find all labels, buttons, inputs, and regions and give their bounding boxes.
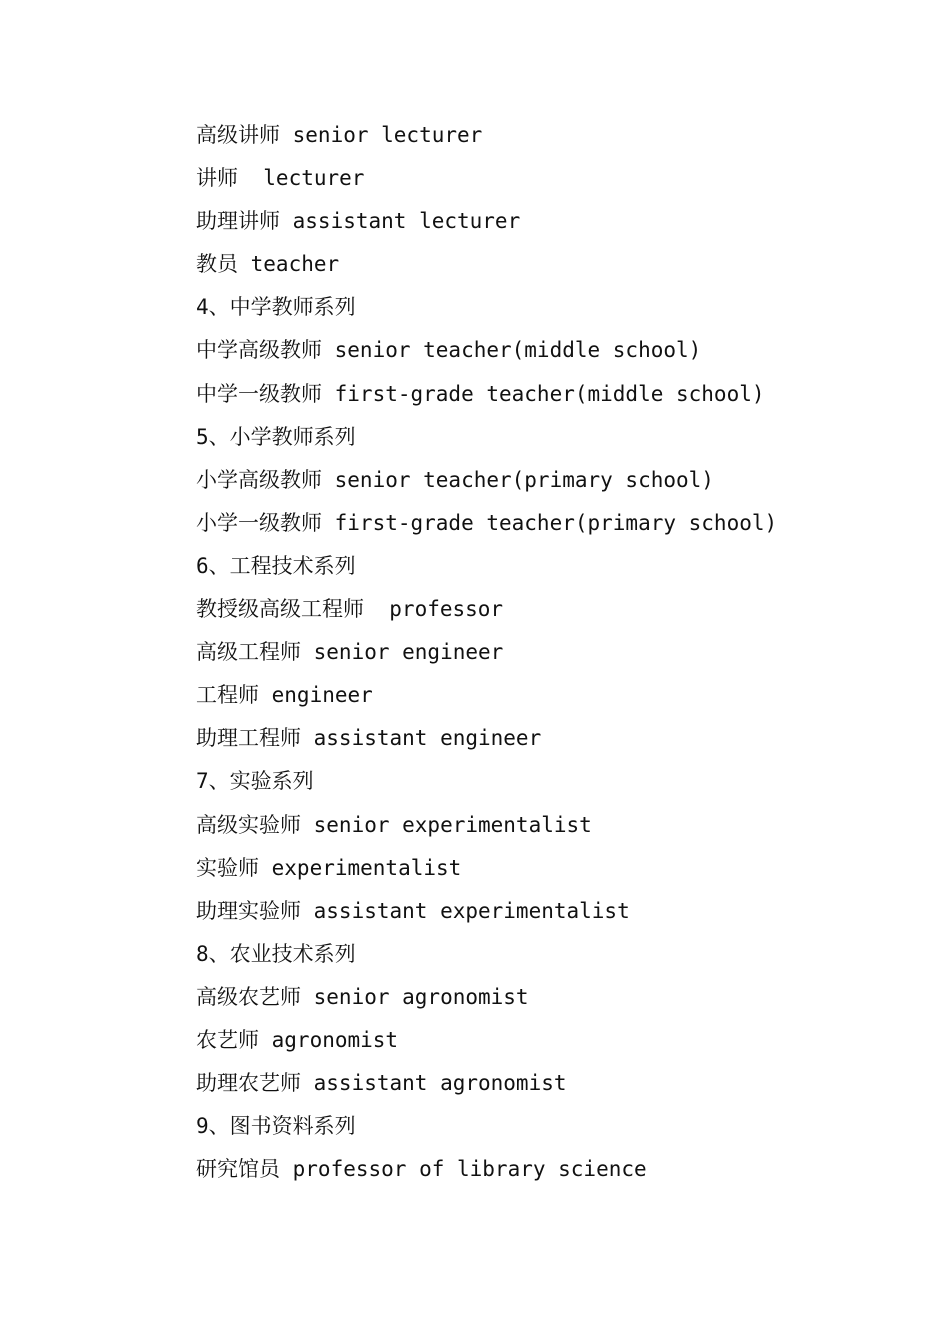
text-line: 工程师 engineer xyxy=(196,683,373,708)
text-line: 讲师 lecturer xyxy=(196,166,365,191)
section-heading: 9、图书资料系列 xyxy=(196,1114,356,1139)
text-line: 助理工程师 assistant engineer xyxy=(196,726,542,751)
text-line: 助理讲师 assistant lecturer xyxy=(196,209,521,234)
section-heading: 8、农业技术系列 xyxy=(196,941,356,966)
section-heading: 7、实验系列 xyxy=(196,769,314,794)
text-line: 小学一级教师 first-grade teacher(primary school) xyxy=(196,510,778,535)
text-line: 高级实验师 senior experimentalist xyxy=(196,812,592,837)
text-line: 研究馆员 professor of library science xyxy=(196,1157,647,1182)
section-heading: 6、工程技术系列 xyxy=(196,553,356,578)
section-heading: 4、中学教师系列 xyxy=(196,295,356,320)
text-line: 农艺师 agronomist xyxy=(196,1027,399,1052)
text-line: 小学高级教师 senior teacher(primary school) xyxy=(196,467,714,492)
text-line: 中学一级教师 first-grade teacher(middle school) xyxy=(196,381,765,406)
text-line: 教授级高级工程师 professor xyxy=(196,597,504,622)
text-line: 助理实验师 assistant experimentalist xyxy=(196,898,630,923)
title-list xyxy=(196,114,916,1191)
text-line: 高级工程师 senior engineer xyxy=(196,640,504,665)
text-line: 高级讲师 senior lecturer xyxy=(196,123,483,147)
section-heading: 5、小学教师系列 xyxy=(196,424,356,449)
text-line: 教员 teacher xyxy=(196,252,340,277)
text-line: 中学高级教师 senior teacher(middle school) xyxy=(196,338,702,363)
text-line: 实验师 experimentalist xyxy=(196,855,462,880)
text-line: 高级农艺师 senior agronomist xyxy=(196,984,529,1009)
text-line: 助理农艺师 assistant agronomist xyxy=(196,1071,567,1096)
